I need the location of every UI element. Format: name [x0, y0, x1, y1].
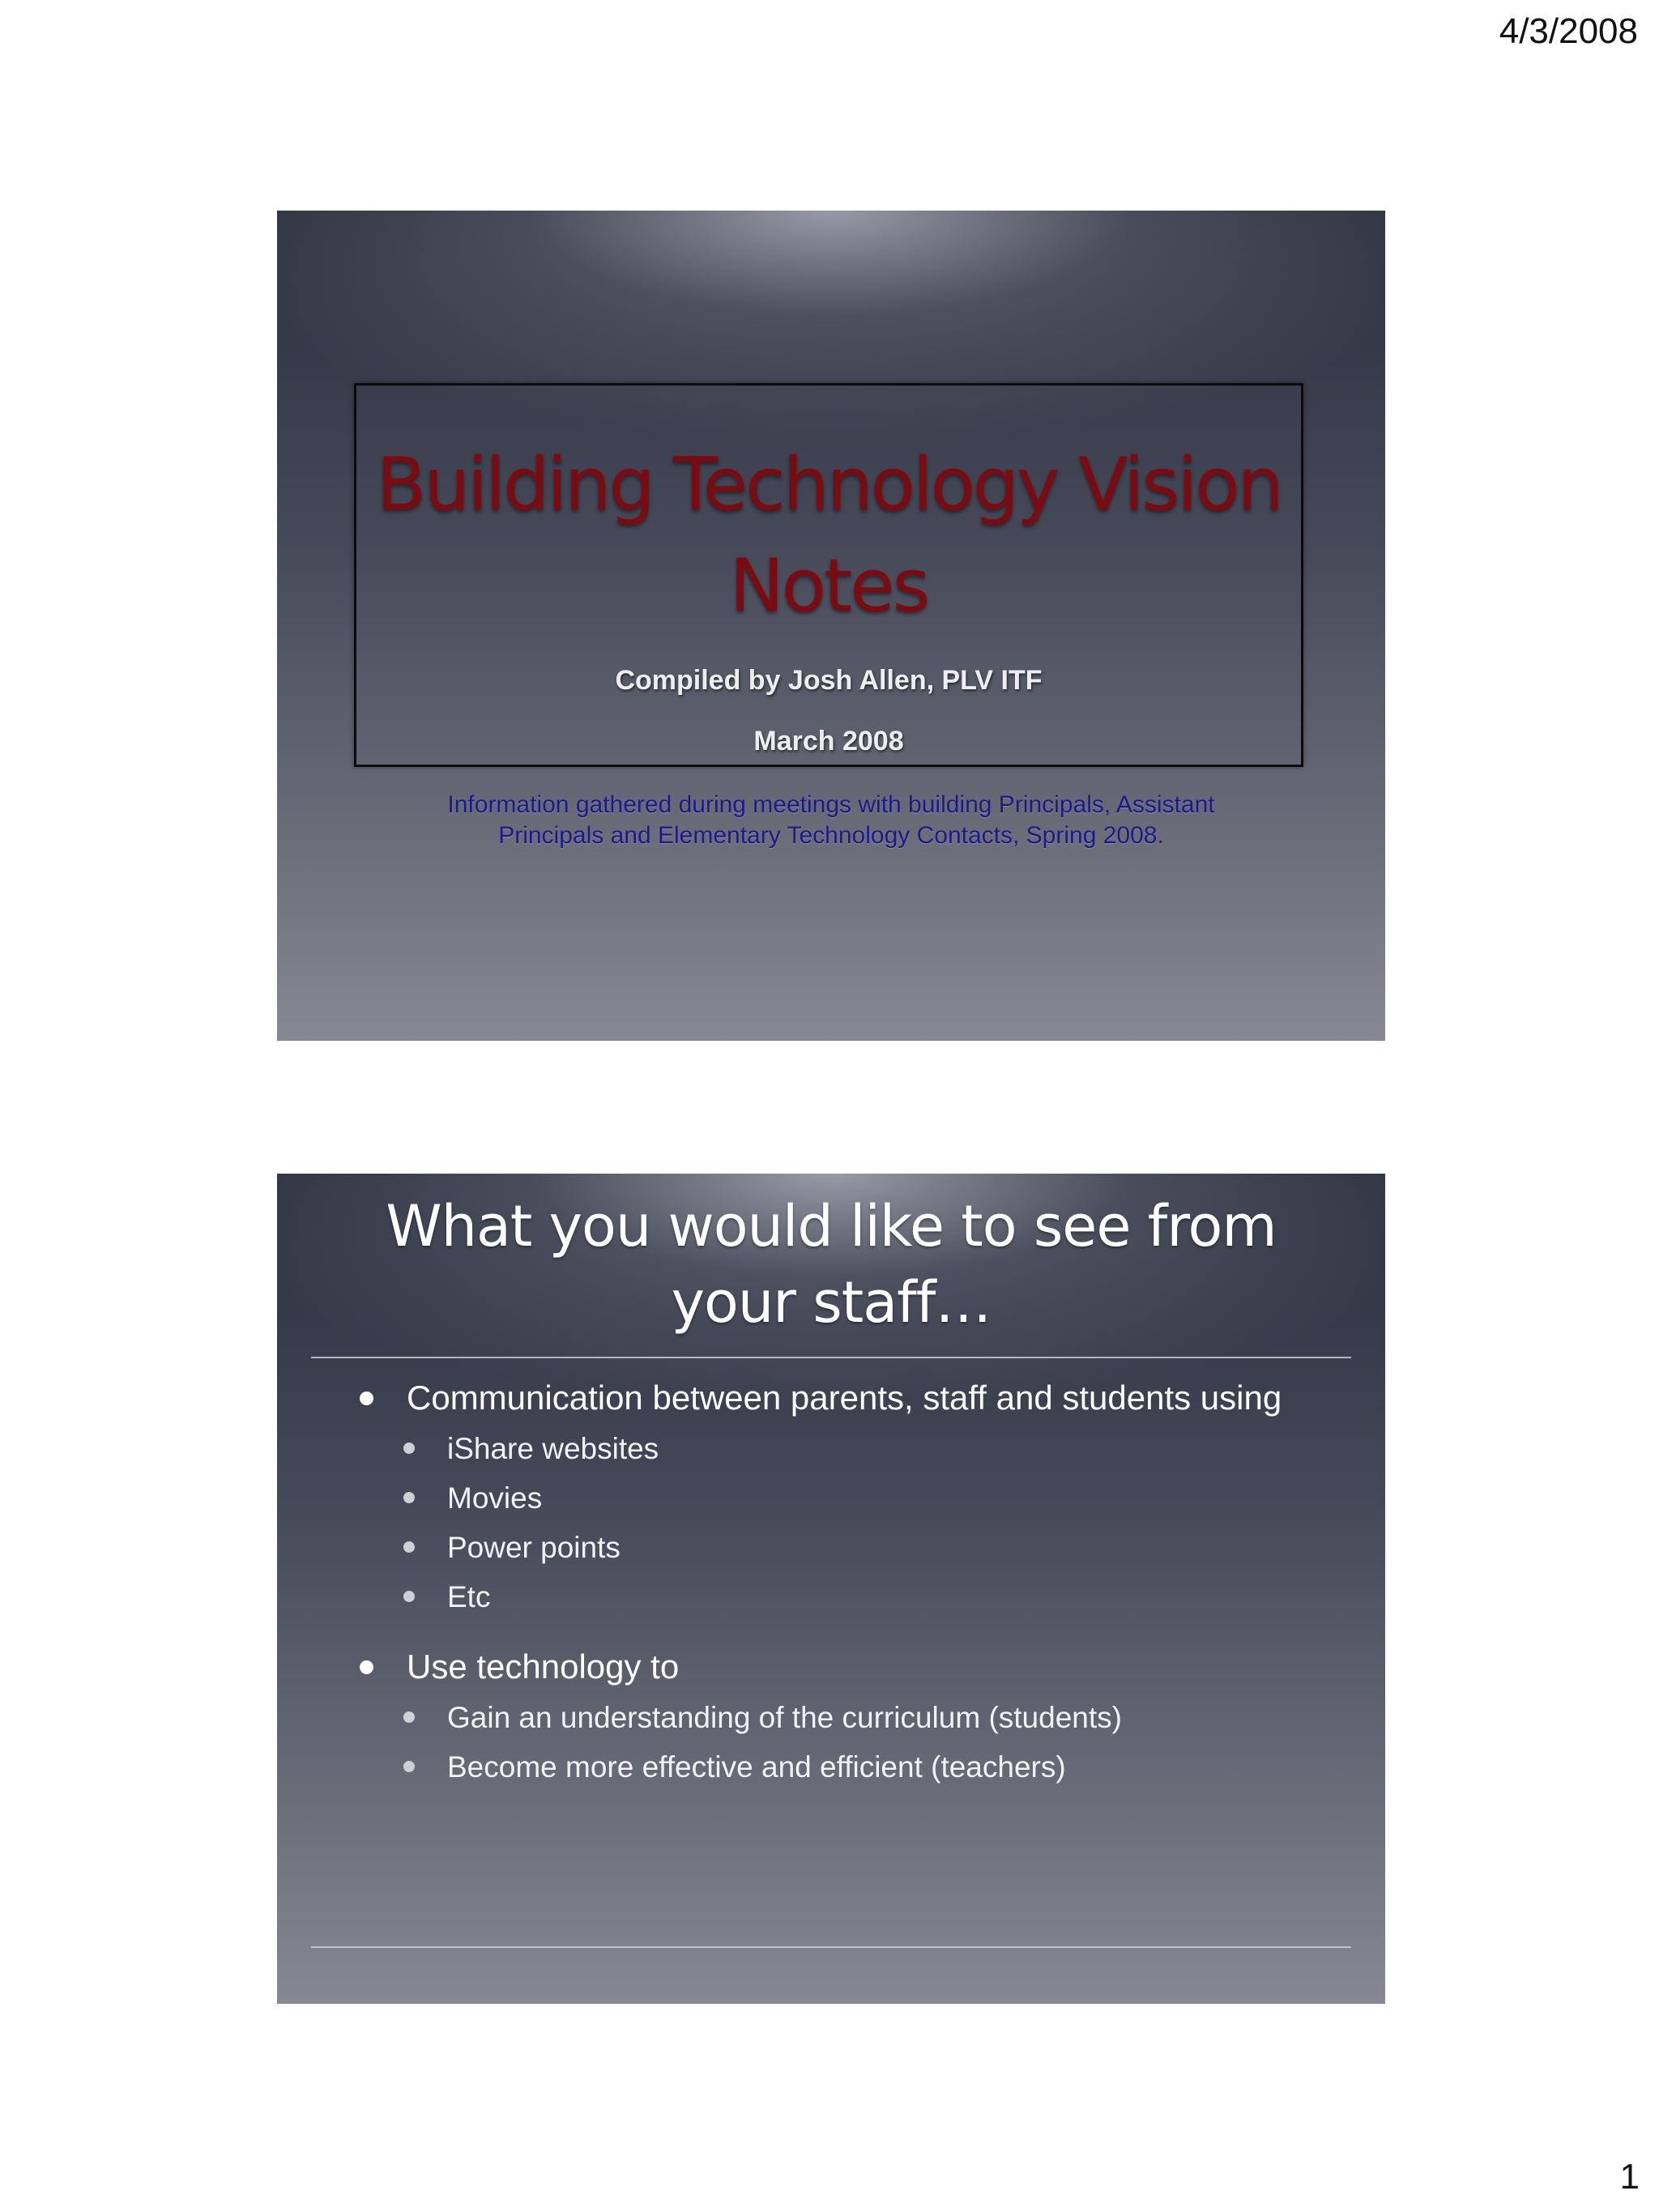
bullet-group	[358, 1372, 1363, 1622]
bullet-item	[358, 1641, 1363, 1693]
title-frame	[354, 383, 1303, 767]
content-slide	[277, 1174, 1385, 2004]
sub-bullet-text: Power points	[447, 1531, 621, 1564]
sub-bullet-text: Become more effective and efficient (teachers)	[447, 1750, 1066, 1784]
bullet-dot-icon	[360, 1660, 373, 1674]
slide-title	[356, 434, 1301, 637]
bullet-text: Communication between parents, staff and students using	[407, 1379, 1282, 1417]
sub-bullet-dot-icon	[403, 1443, 415, 1454]
bullet-list	[358, 1372, 1363, 1811]
sub-bullet-item	[358, 1523, 1363, 1572]
author-subtitle: Compiled by Josh Allen, PLV ITF	[615, 665, 1043, 696]
sub-bullet-text: Gain an understanding of the curriculum (students)	[447, 1701, 1122, 1734]
sub-bullet-item	[358, 1572, 1363, 1622]
sub-bullet-item	[358, 1473, 1363, 1523]
footer-divider	[311, 1946, 1351, 1948]
slide-title-line-2: Notes	[729, 543, 928, 629]
date-subtitle: March 2008	[753, 726, 904, 757]
sub-bullet-list	[358, 1693, 1363, 1792]
bullet-text: Use technology to	[407, 1647, 680, 1686]
page-date: 4/3/2008	[1499, 11, 1638, 51]
sub-bullet-item	[358, 1424, 1363, 1473]
sub-bullet-text: iShare websites	[447, 1432, 659, 1465]
sub-bullet-dot-icon	[403, 1492, 415, 1503]
sub-bullet-item	[358, 1742, 1363, 1792]
slide-title-line-1: Building Technology Vision	[376, 442, 1282, 527]
slide-heading-line-1: What you would like to see from	[386, 1193, 1277, 1259]
title-slide	[277, 211, 1385, 1041]
sub-bullet-text: Etc	[447, 1580, 491, 1613]
bullet-dot-icon	[360, 1392, 373, 1405]
info-note	[374, 790, 1288, 851]
info-note-line-1: Information gathered during meetings with building Principals, Assistant	[447, 791, 1215, 818]
page-number: 1	[1619, 2157, 1640, 2197]
sub-bullet-dot-icon	[403, 1761, 415, 1772]
sub-bullet-list	[358, 1424, 1363, 1622]
sub-bullet-dot-icon	[403, 1711, 415, 1723]
sub-bullet-dot-icon	[403, 1541, 415, 1553]
info-note-line-2: Principals and Elementary Technology Contacts, Spring 2008.	[498, 822, 1164, 849]
bullet-group	[358, 1641, 1363, 1792]
sub-bullet-text: Movies	[447, 1481, 543, 1515]
slide-heading	[277, 1188, 1385, 1340]
heading-divider	[311, 1357, 1351, 1358]
sub-bullet-item	[358, 1693, 1363, 1742]
sub-bullet-dot-icon	[403, 1591, 415, 1602]
bullet-item	[358, 1372, 1363, 1424]
slide-heading-line-2: your staff…	[671, 1269, 992, 1336]
